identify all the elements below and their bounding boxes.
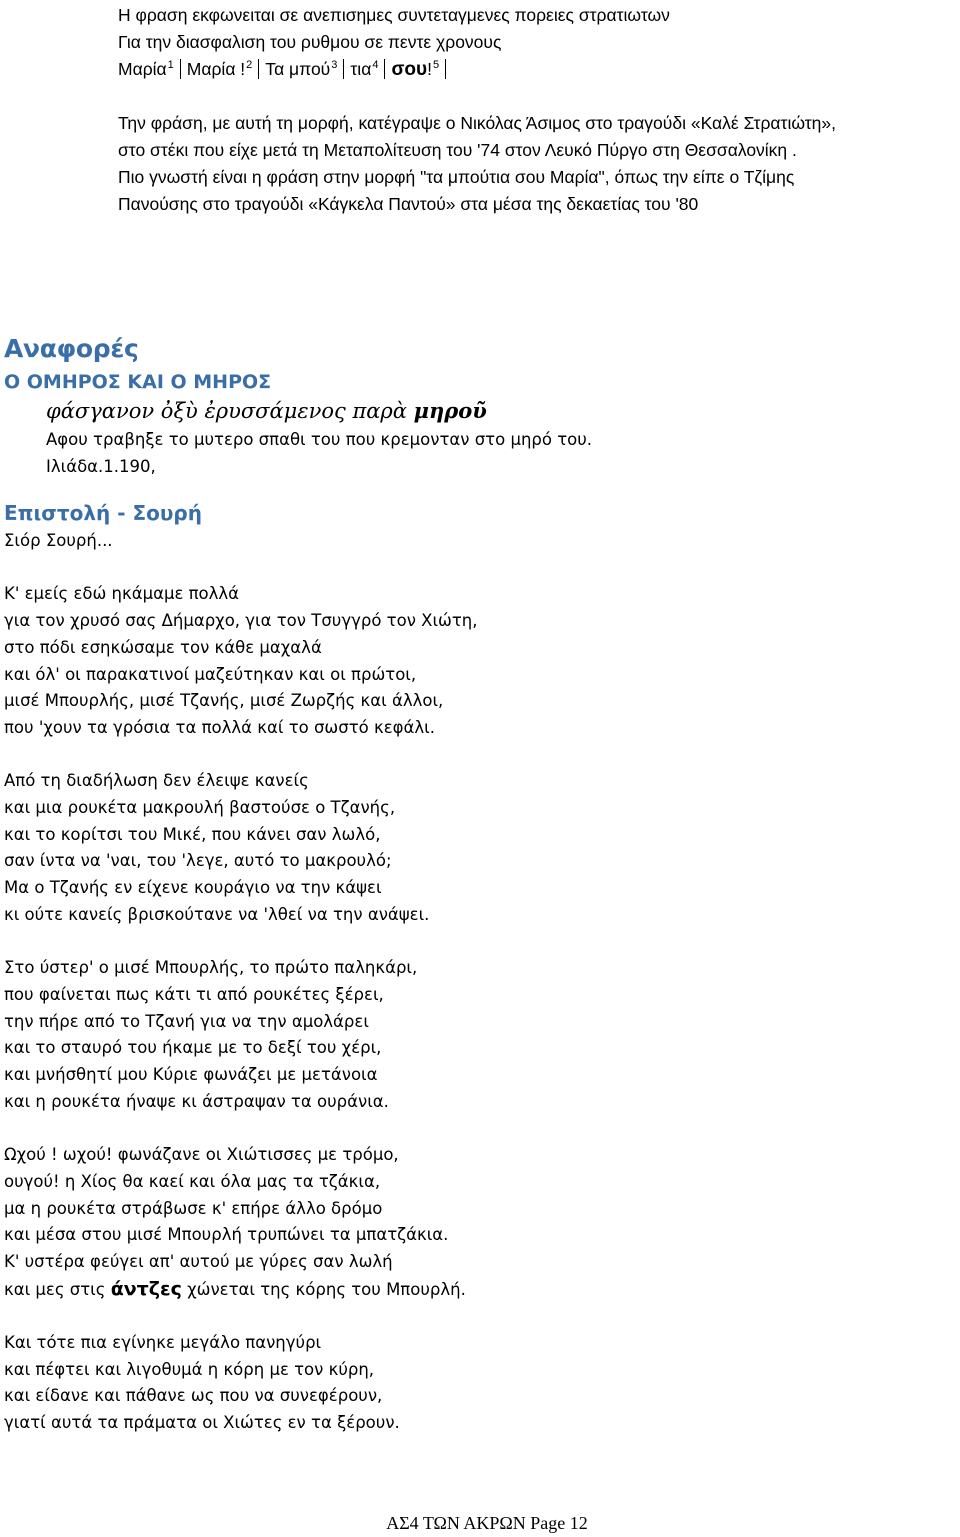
intro-para-1-line-2: στο στέκι που είχε μετά τη Μεταπολίτευση του '74 στον Λευκό Πύργο στη Θεσσαλονίκη . bbox=[118, 140, 797, 160]
lower-section bbox=[4, 330, 944, 1464]
poem-line: και η ρουκέτα ήναψε κι άστραψαν τα ουράνια. bbox=[4, 1091, 389, 1111]
stanza-5 bbox=[4, 1330, 944, 1437]
spacer bbox=[118, 83, 953, 110]
tune-word-5-suffix: ! bbox=[427, 59, 432, 79]
intro-section bbox=[118, 2, 953, 218]
tune-separator bbox=[258, 59, 259, 79]
quote-main-text: φάσγανον ὀξὺ ἐρυσσάμενος παρὰ bbox=[46, 399, 414, 423]
tune-sup-5: 5 bbox=[432, 59, 440, 71]
poem-line: και το σταυρό του ήκαμε με το δεξί του χέρι, bbox=[4, 1038, 382, 1058]
tune-word-4: τια bbox=[350, 59, 372, 79]
stanza-4 bbox=[4, 1142, 944, 1303]
poem-line: που φαίνεται πως κάτι τι από ρουκέτες ξέρει, bbox=[4, 984, 384, 1004]
poem-line: στο πόδι εσηκώσαμε τον κάθε μαχαλά bbox=[4, 637, 322, 657]
poem-line: και το κορίτσι του Μικέ, που κάνει σαν λωλό, bbox=[4, 824, 381, 844]
spacer bbox=[4, 555, 944, 582]
letter-salutation: Σιόρ Σουρή... bbox=[4, 531, 113, 550]
poem bbox=[4, 581, 944, 1436]
poem-line: Κ' υστέρα φεύγει απ' αυτού με γύρες σαν λωλή bbox=[4, 1251, 393, 1271]
poem-line: μισέ Μπουρλής, μισέ Τζανής, μισέ Ζωρζής και άλλοι, bbox=[4, 691, 444, 711]
stanza-2 bbox=[4, 768, 944, 928]
tune-sup-2: 2 bbox=[246, 59, 253, 71]
poem-line: κι ούτε κανείς βρισκούτανε να 'λθεί να την ανάψει. bbox=[4, 904, 430, 924]
line-text: χώνεται της κόρης του Μπουρλή. bbox=[181, 1279, 466, 1299]
references-heading: Αναφορές bbox=[4, 334, 139, 363]
poem-line: Ωχού ! ωχού! φωνάζανε οι Χιώτισσες με τρόμο, bbox=[4, 1145, 399, 1165]
tune-line bbox=[118, 56, 953, 83]
intro-line-1: Η φραση εκφωνειται σε ανεπισημες συντεταγμενες πορειες στρατιωτων bbox=[118, 5, 670, 25]
quote-bold-word: μηροῦ bbox=[413, 398, 487, 423]
poem-line: σαν ίντα να 'ναι, του 'λεγε, αυτό το μακρουλό; bbox=[4, 851, 392, 871]
poem-line: και είδανε και πάθανε ως που να συνεφέρουν, bbox=[4, 1386, 383, 1406]
poem-line: που 'χουν τα γρόσια τα πολλά καί το σωστό κεφάλι. bbox=[4, 717, 435, 737]
poem-line: Κ' εμείς εδώ ηκάμαμε πολλά bbox=[4, 584, 240, 604]
poem-line: και μέσα στου μισέ Μπουρλή τρυπώνει τα μπατζάκια. bbox=[4, 1225, 449, 1245]
homer-subheading: Ο ΟΜΗΡΟΣ ΚΑΙ Ο ΜΗΡΟΣ bbox=[4, 371, 272, 393]
intro-para-2-line-2: Πανούσης στο τραγούδι «Κάγκελα Παντού» στα μέσα της δεκαετίας του '80 bbox=[118, 194, 699, 214]
poem-line: την πήρε από το Τζανή για να την αμολάρει bbox=[4, 1011, 369, 1031]
quote-source: Ιλιάδα.1.190, bbox=[46, 457, 156, 476]
poem-line: μα η ρουκέτα στράβωσε κ' επήρε άλλο δρόμο bbox=[4, 1198, 383, 1218]
poem-line: για τον χρυσό σας Δήμαρχο, για τον Τσυγγρό τον Χιώτη, bbox=[4, 611, 478, 631]
tune-separator bbox=[445, 59, 446, 79]
quote-translation: Αφου τραβηξε το μυτερο σπαθι του που κρεμονταν στο μηρό του. bbox=[46, 430, 593, 449]
ancient-greek-quote bbox=[46, 396, 944, 426]
intro-para-2-line-1: Πιο γνωστή είναι η φράση στην μορφή "τα μπούτια σου Μαρία", όπως την είπε ο Τζίμης bbox=[118, 167, 795, 187]
poem-line: και μνήσθητί μου Κύριε φωνάζει με μετάνοια bbox=[4, 1065, 378, 1085]
page-footer: ΑΣ4 ΤΩΝ ΑΚΡΩΝ Page 12 bbox=[386, 1513, 588, 1533]
poem-line: και πέφτει και λιγοθυμά η κόρη με τον κύρη, bbox=[4, 1359, 375, 1379]
homer-quote-block bbox=[4, 396, 944, 480]
poem-line: και όλ' οι παρακατινοί μαζεύτηκαν και οι πρώτοι, bbox=[4, 664, 417, 684]
tune-word-1: Μαρία bbox=[118, 59, 167, 79]
emphasized-word: άντζες bbox=[110, 1277, 182, 1300]
poem-line: ουγού! η Χίος θα καεί και όλα μας τα τζάκια, bbox=[4, 1171, 381, 1191]
tune-word-2: Μαρία ! bbox=[186, 59, 246, 79]
poem-line: γιατί αυτά τα πράματα οι Χιώτες εν τα ξέρουν. bbox=[4, 1413, 400, 1433]
stanza-3 bbox=[4, 955, 944, 1115]
tune-word-5: σου bbox=[391, 59, 428, 80]
tune-sup-4: 4 bbox=[372, 59, 379, 71]
tune-separator bbox=[180, 59, 181, 79]
tune-separator bbox=[343, 59, 344, 79]
tune-separator bbox=[384, 59, 385, 79]
intro-para-1-line-1: Την φράση, με αυτή τη μορφή, κατέγραψε ο Νικόλας Άσιμος στο τραγούδι «Καλέ Στρατιώτη», bbox=[118, 113, 836, 133]
tune-sup-1: 1 bbox=[167, 59, 174, 71]
poem-line: Και τότε πια εγίνηκε μεγάλο πανηγύρι bbox=[4, 1333, 322, 1353]
stanza-1 bbox=[4, 581, 944, 741]
intro-line-2: Για την διασφαλιση του ρυθμου σε πεντε χρονους bbox=[118, 32, 502, 52]
poem-line: Στο ύστερ' ο μισέ Μπουρλής, το πρώτο παληκάρι, bbox=[4, 958, 418, 978]
tune-word-3: Τα μπού bbox=[265, 59, 331, 79]
letter-heading: Επιστολή - Σουρή bbox=[4, 501, 202, 525]
poem-line-emphasis bbox=[4, 1276, 944, 1304]
poem-line: Από τη διαδήλωση δεν έλειψε κανείς bbox=[4, 771, 309, 791]
poem-line: Μα ο Τζανής εν είχενε κουράγιο να την κάψει bbox=[4, 878, 382, 898]
poem-line: και μια ρουκέτα μακρουλή βαστούσε ο Τζανής, bbox=[4, 798, 396, 817]
line-text: και μες στις bbox=[4, 1279, 111, 1299]
tune-sup-3: 3 bbox=[331, 59, 338, 71]
